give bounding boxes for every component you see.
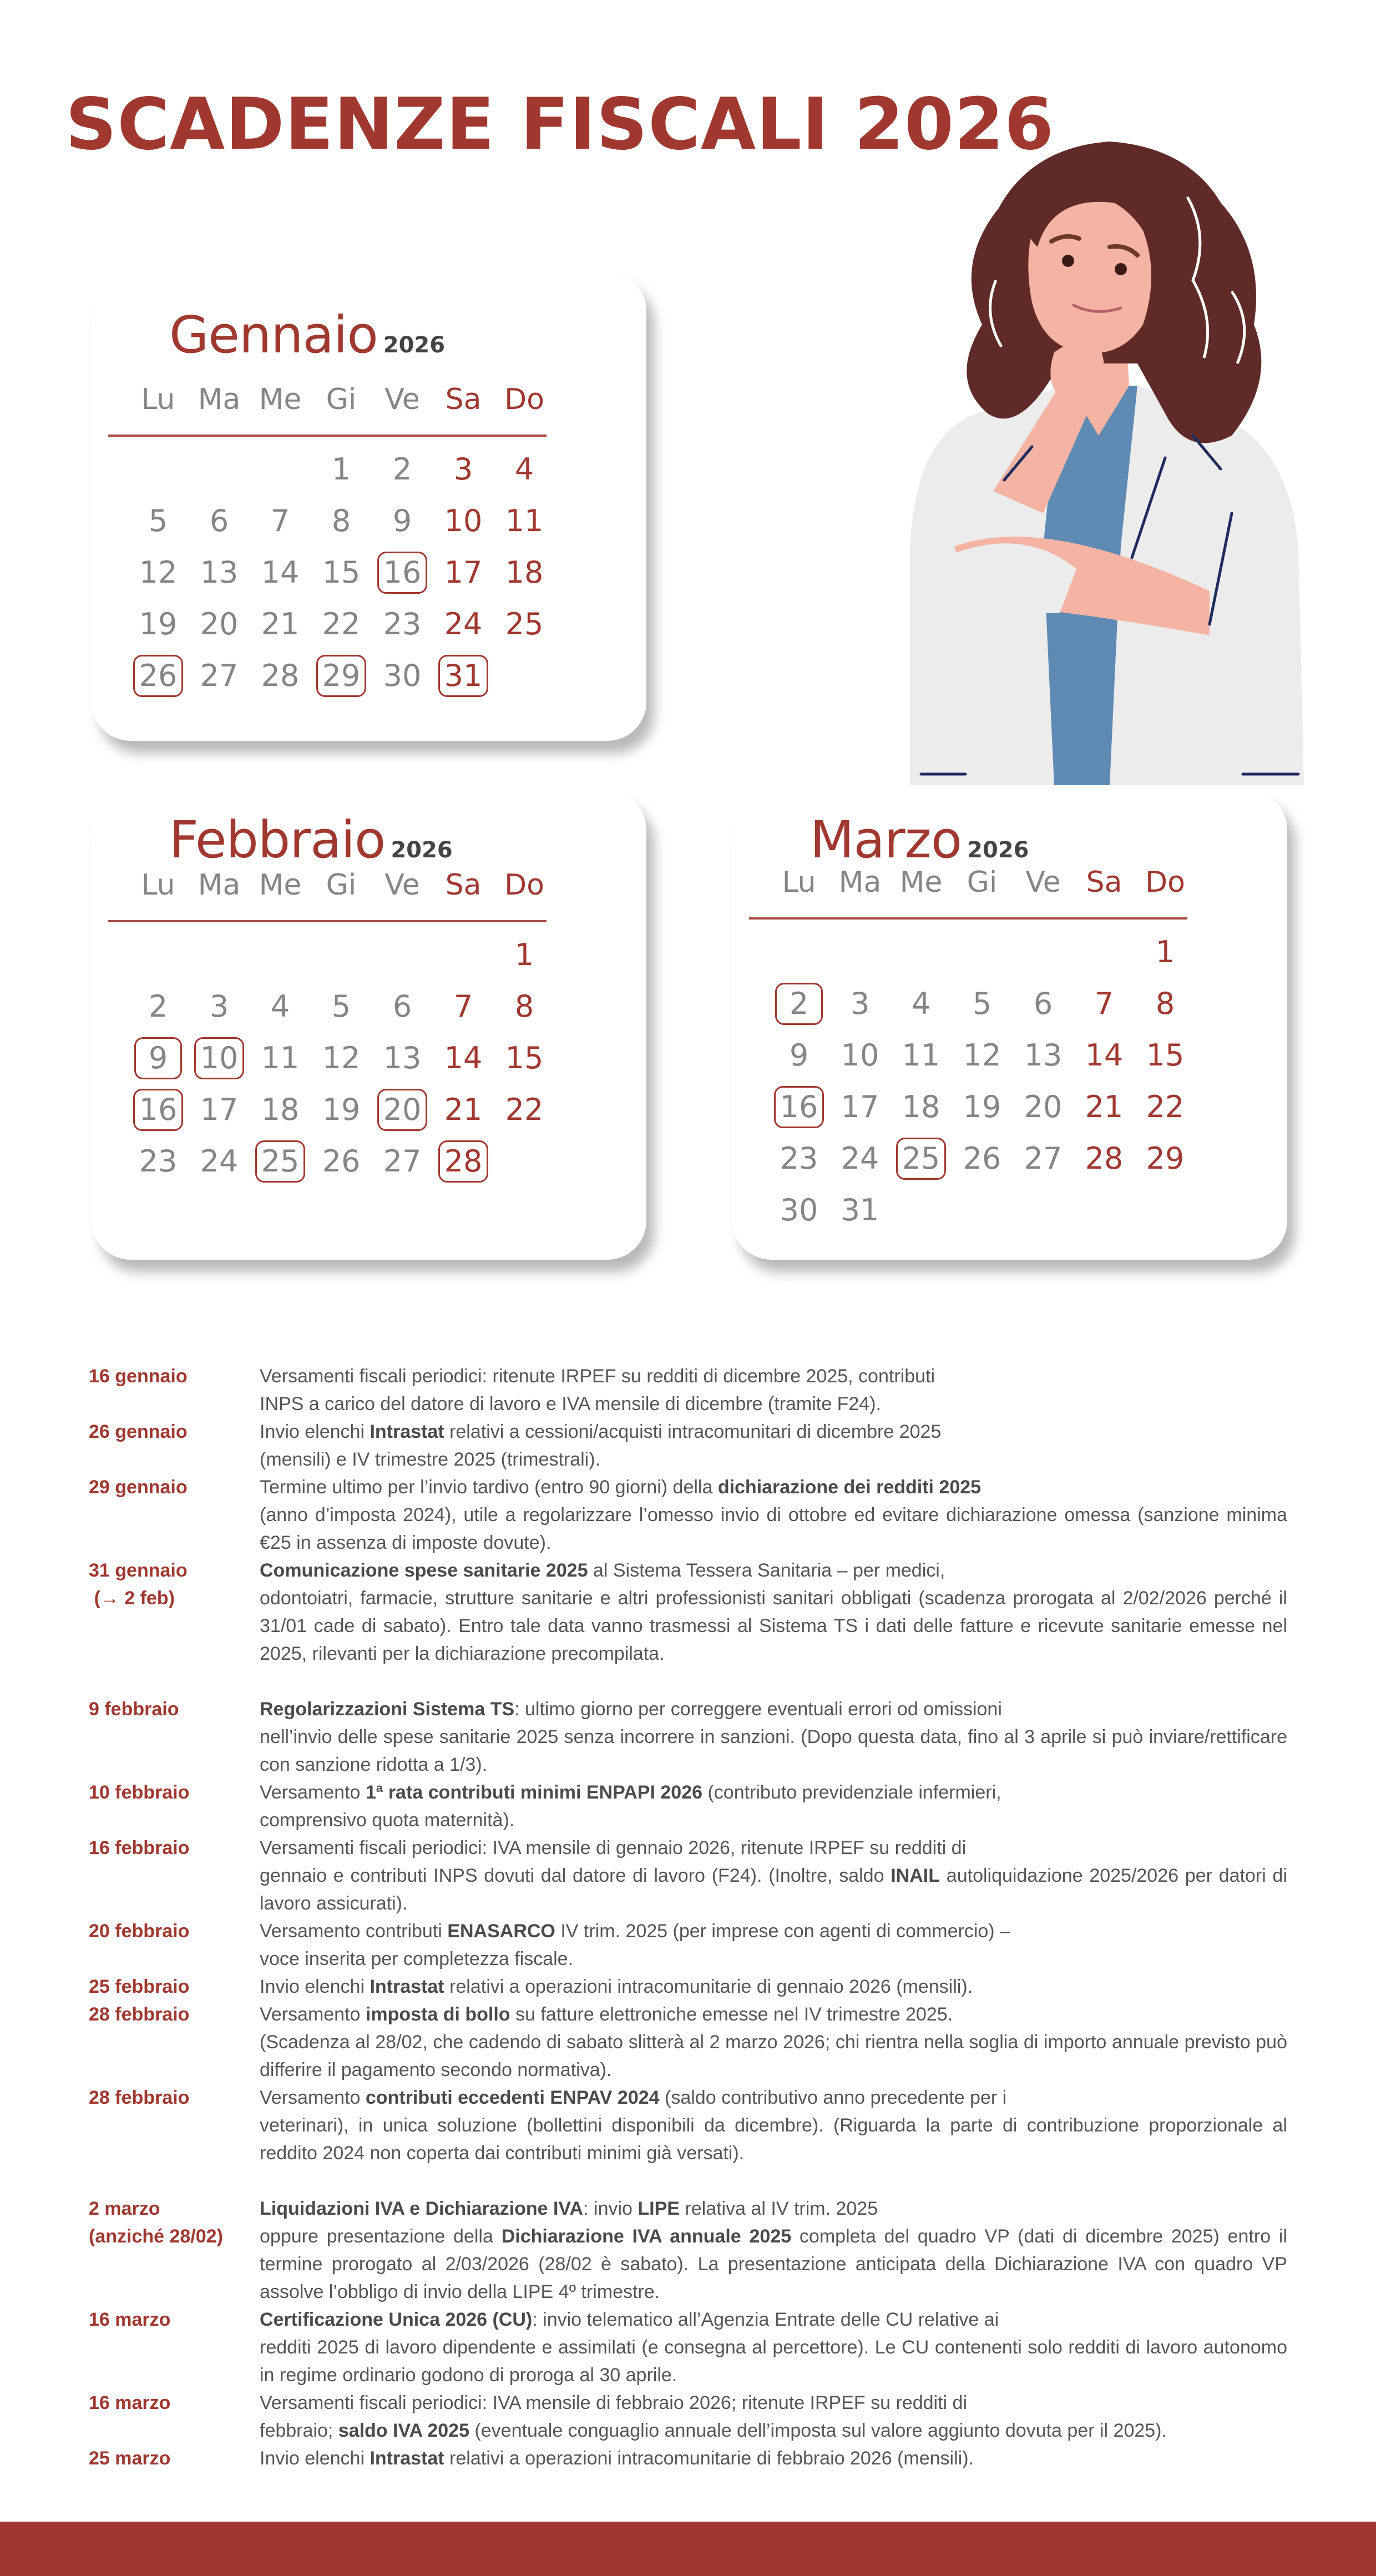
day-cell [768, 1133, 829, 1184]
weekday-row [128, 860, 566, 910]
day-number: 23 [780, 1140, 818, 1176]
deadline-entry [89, 1695, 1287, 1779]
day-number: 7 [453, 988, 473, 1024]
day-cell [768, 1029, 829, 1081]
day-blank [311, 929, 372, 981]
day-cell-deadline [189, 1032, 250, 1084]
weekday-label: Ma [838, 866, 882, 899]
day-blank [952, 926, 1013, 978]
day-cell-deadline [433, 650, 494, 701]
day-number: 8 [1155, 986, 1175, 1021]
day-cell [311, 495, 372, 547]
day-number: 4 [514, 451, 534, 487]
day-number: 29 [316, 655, 367, 697]
day-grid [128, 929, 566, 1187]
day-number: 2 [392, 451, 412, 487]
day-number: 28 [1085, 1140, 1124, 1176]
day-number: 31 [438, 655, 489, 697]
day-cell [952, 1029, 1013, 1081]
day-blank [1074, 926, 1135, 978]
day-cell [372, 650, 433, 701]
day-blank [829, 926, 891, 978]
day-cell-deadline [128, 1032, 189, 1084]
deadline-entry [89, 2001, 1287, 2084]
deadline-date: 9 febbraio [89, 1699, 179, 1720]
weekday-label: Gi [326, 868, 357, 902]
day-cell [1013, 1133, 1074, 1184]
day-cell [311, 1084, 372, 1135]
day-number: 4 [911, 986, 931, 1021]
day-number: 23 [139, 1143, 178, 1179]
day-cell [494, 1084, 555, 1135]
deadline-date: 26 gennaio [89, 1421, 188, 1442]
deadline-date: 29 gennaio [89, 1477, 188, 1498]
day-number: 27 [383, 1143, 422, 1179]
day-cell [189, 981, 250, 1032]
weekday-label: Sa [1086, 866, 1122, 899]
weekday-label: Gi [326, 383, 357, 416]
day-cell [128, 1135, 189, 1187]
deadline-date: 20 febbraio [89, 1921, 190, 1942]
divider [749, 917, 1187, 920]
day-number: 2 [775, 983, 823, 1025]
day-cell [1074, 978, 1135, 1029]
day-number: 18 [902, 1089, 940, 1124]
day-cell [128, 981, 189, 1032]
day-cell [433, 598, 494, 650]
day-cell [311, 443, 372, 495]
deadline-description: Regolarizzazioni Sistema TS: ultimo giorno per correggere eventuali errori od omissioni nell’invio delle spese sanitarie 2025 senza incorrere in sanzioni. (Dopo questa data, fino al 3 aprile si può inviare/rettificare con sanzione ridotta a 1/3). [260, 1699, 1287, 1775]
day-cell [829, 1029, 891, 1081]
day-blank [891, 926, 952, 978]
weekday-row [768, 857, 1207, 907]
day-cell [311, 981, 372, 1032]
deadline-description: Versamento contributi eccedenti ENPAV 2024 (saldo contributivo anno precedente per i veterinari), in unica soluzione (bollettini disponibili da dicembre). (Riguarda la parte di contribuzione proporzionale al reddito 2024 non coperta dai contributi minimi già versati). [260, 2087, 1287, 2164]
day-number: 16 [133, 1089, 184, 1131]
day-cell [891, 1081, 952, 1133]
month-name: Gennaio [169, 305, 378, 365]
weekday-label: Do [1145, 866, 1185, 899]
day-blank [128, 443, 189, 495]
day-number: 28 [438, 1140, 489, 1183]
day-cell [128, 598, 189, 650]
day-number: 24 [444, 606, 483, 642]
deadline-date: 25 marzo [89, 2448, 171, 2469]
deadline-entry [89, 2084, 1287, 2167]
day-number: 19 [963, 1089, 1001, 1124]
deadline-description: Versamento contributi ENASARCO IV trim. 2025 (per imprese con agenti di commercio) – voce inserita per completezza fiscale. [260, 1921, 1010, 1969]
weekday-label: Do [504, 383, 544, 416]
day-cell [372, 981, 433, 1032]
day-cell [311, 547, 372, 598]
day-cell [494, 443, 555, 495]
footer-bar [0, 2522, 1376, 2576]
day-number: 25 [505, 606, 544, 642]
deadline-entry [89, 1779, 1287, 1834]
day-cell [891, 1029, 952, 1081]
day-cell [829, 1184, 891, 1236]
weekday-label: Sa [445, 383, 482, 416]
day-cell [433, 1032, 494, 1084]
day-blank [1013, 926, 1074, 978]
calendar-gennaio [92, 272, 646, 741]
weekday-label: Ve [1025, 866, 1061, 899]
day-cell [494, 598, 555, 650]
day-blank [189, 929, 250, 981]
day-number: 21 [444, 1092, 483, 1127]
day-number: 20 [200, 606, 239, 642]
day-number: 22 [505, 1092, 544, 1127]
deadline-date: 16 marzo [89, 2392, 171, 2413]
day-number: 14 [444, 1040, 483, 1075]
deadline-description: Versamento imposta di bollo su fatture elettroniche emesse nel IV trimestre 2025. (Scadenza al 28/02, che cadendo di sabato slitterà al 2 marzo 2026; chi rientra nella soglia di importo annuale previsto può differire il pagamento secondo normativa). [260, 2004, 1287, 2080]
deadline-date: 16 gennaio [89, 1366, 188, 1387]
day-cell [189, 650, 250, 701]
day-number: 18 [505, 554, 544, 590]
day-cell [1013, 978, 1074, 1029]
day-cell [1074, 1133, 1135, 1184]
day-cell [372, 495, 433, 547]
day-cell [952, 978, 1013, 1029]
day-number: 5 [331, 988, 351, 1024]
calendar-febbraio [92, 791, 646, 1260]
day-cell-deadline [433, 1135, 494, 1187]
deadline-entry [89, 1418, 1287, 1473]
day-number: 21 [1085, 1089, 1124, 1124]
day-cell-deadline [768, 978, 829, 1029]
deadline-date: 10 febbraio [89, 1782, 190, 1803]
day-number: 9 [134, 1037, 182, 1079]
day-number: 10 [194, 1037, 245, 1079]
weekday-label: Ve [385, 383, 420, 416]
day-cell [311, 1135, 372, 1187]
weekday-label: Lu [782, 866, 816, 899]
weekday-label: Ve [385, 868, 420, 902]
day-cell [250, 598, 311, 650]
day-cell [494, 547, 555, 598]
day-number: 9 [789, 1037, 809, 1073]
day-number: 29 [1146, 1140, 1185, 1176]
day-number: 13 [200, 554, 239, 590]
day-number: 11 [505, 503, 544, 538]
day-number: 6 [392, 988, 412, 1024]
day-cell [250, 650, 311, 701]
weekday-label: Do [504, 868, 544, 902]
day-number: 27 [1024, 1140, 1063, 1176]
month-year: 2026 [391, 837, 453, 863]
day-number: 12 [963, 1037, 1001, 1073]
day-cell-deadline [891, 1133, 952, 1184]
day-number: 6 [1033, 986, 1053, 1021]
weekday-label: Gi [967, 866, 998, 899]
calendar-grid [128, 860, 566, 1187]
day-number: 8 [331, 503, 351, 538]
day-number: 1 [1155, 934, 1175, 969]
day-cell [372, 443, 433, 495]
day-number: 19 [139, 606, 178, 642]
day-number: 6 [209, 503, 229, 538]
month-name: Febbraio [169, 810, 386, 870]
day-number: 1 [514, 937, 534, 972]
day-number: 17 [841, 1089, 879, 1124]
day-cell [1135, 1081, 1196, 1133]
deadline-date: 25 febbraio [89, 1976, 190, 1997]
day-cell [250, 981, 311, 1032]
day-blank [768, 926, 829, 978]
day-cell [494, 1032, 555, 1084]
day-number: 18 [261, 1092, 300, 1127]
day-cell-deadline [250, 1135, 311, 1187]
deadline-description: Invio elenchi Intrastat relativi a cessioni/acquisti intracomunitari di dicembre 2025 (mensili) e IV trimestre 2025 (trimestrali). [260, 1421, 942, 1470]
day-cell [1074, 1081, 1135, 1133]
day-blank [372, 929, 433, 981]
deadline-description: Termine ultimo per l’invio tardivo (entro 90 giorni) della dichiarazione dei redditi 2025 (anno d’imposta 2024), utile a regolarizzare l’omesso invio di ottobre ed evitare dichiarazione omessa (sanzione minima €25 in assenza di imposte dovute). [260, 1477, 1287, 1553]
day-cell [128, 547, 189, 598]
deadlines-list [89, 1362, 1287, 2472]
day-number: 2 [148, 988, 168, 1024]
day-number: 1 [331, 451, 351, 487]
day-cell-deadline [128, 650, 189, 701]
day-number: 13 [1024, 1037, 1063, 1073]
day-number: 3 [209, 988, 229, 1024]
weekday-label: Ma [198, 868, 241, 902]
deadline-entry [89, 2306, 1287, 2389]
day-cell [829, 1133, 891, 1184]
day-cell-deadline [311, 650, 372, 701]
deadline-date: 16 febbraio [89, 1837, 190, 1858]
day-cell [372, 1032, 433, 1084]
deadline-description: Versamenti fiscali periodici: IVA mensile di febbraio 2026; ritenute IRPEF su redditi di febbraio; saldo IVA 2025 (eventuale conguaglio annuale dell’imposta sul valore aggiunto dovuta per il 2025). [260, 2392, 1167, 2441]
day-cell [250, 1032, 311, 1084]
weekday-label: Me [899, 866, 943, 899]
day-number: 20 [1024, 1089, 1063, 1124]
deadline-date: 16 marzo [89, 2309, 171, 2330]
day-cell [250, 547, 311, 598]
day-number: 28 [261, 658, 300, 693]
deadline-date: 28 febbraio [89, 2004, 190, 2025]
day-number: 16 [774, 1086, 824, 1128]
month-header [169, 305, 445, 365]
deadline-entry [89, 2195, 1287, 2306]
day-number: 12 [139, 554, 178, 590]
deadline-description: Versamenti fiscali periodici: IVA mensile di gennaio 2026, ritenute IRPEF su redditi di gennaio e contributi INPS dovuti dal datore di lavoro (F24). (Inoltre, saldo INAIL autoliquidazione 2025/2026 per datori di lavoro assicurati). [260, 1837, 1287, 1914]
deadline-description: Versamenti fiscali periodici: ritenute IRPEF su redditi di dicembre 2025, contributi INPS a carico del datore di lavoro e IVA mensile di dicembre (tramite F24). [260, 1366, 935, 1415]
deadline-date: 31 gennaio (→ 2 feb) [89, 1560, 188, 1609]
day-number: 20 [377, 1089, 428, 1131]
deadline-description: Versamento 1ª rata contributi minimi ENPAPI 2026 (contributo previdenziale infermieri, comprensivo quota maternità). [260, 1782, 1001, 1831]
weekday-label: Sa [445, 868, 482, 902]
day-number: 9 [392, 503, 412, 538]
day-number: 26 [322, 1143, 361, 1179]
weekday-label: Lu [141, 383, 175, 416]
weekday-row [128, 375, 566, 425]
day-number: 15 [1146, 1037, 1185, 1073]
day-cell [1135, 978, 1196, 1029]
day-cell [189, 495, 250, 547]
day-number: 3 [453, 451, 473, 487]
page-title: SCADENZE FISCALI 2026 [65, 83, 1055, 166]
day-cell [433, 547, 494, 598]
day-number: 11 [261, 1040, 300, 1075]
deadline-description: Invio elenchi Intrastat relativi a operazioni intracomunitarie di gennaio 2026 (mensili). [260, 1976, 973, 1997]
day-cell [1135, 1133, 1196, 1184]
day-number: 16 [377, 552, 428, 594]
day-cell [891, 978, 952, 1029]
day-number: 30 [383, 658, 422, 693]
day-cell [189, 1135, 250, 1187]
day-cell [829, 978, 891, 1029]
day-blank [250, 929, 311, 981]
day-cell [433, 1084, 494, 1135]
day-cell [189, 598, 250, 650]
deadline-entry [89, 2444, 1287, 2472]
day-number: 25 [255, 1140, 306, 1183]
day-number: 15 [322, 554, 361, 590]
day-number: 4 [270, 988, 290, 1024]
deadline-entry [89, 2389, 1287, 2444]
deadline-date: 2 marzo (anziché 28/02) [89, 2198, 223, 2247]
day-number: 27 [200, 658, 239, 693]
day-number: 7 [1094, 986, 1114, 1021]
day-number: 26 [133, 655, 184, 697]
day-number: 17 [200, 1092, 239, 1127]
day-number: 19 [322, 1092, 361, 1127]
deadline-description: Comunicazione spese sanitarie 2025 al Sistema Tessera Sanitaria – per medici, odontoiatri, farmacie, strutture sanitarie e altri professionisti sanitari obbligati (scadenza prorogata al 2/02/2026 perché il 31/01 cade di sabato). Entro tale data vanno trasmessi al Sistema TS i dati delle fatture e ricevute sanitarie emesse nel 2025, rilevanti per la dichiarazione precompilata. [260, 1560, 1287, 1664]
day-cell [768, 1184, 829, 1236]
day-number: 24 [200, 1143, 239, 1179]
day-cell [494, 495, 555, 547]
day-number: 14 [261, 554, 300, 590]
deadline-entry [89, 1973, 1287, 2001]
day-number: 14 [1085, 1037, 1124, 1073]
day-cell [433, 981, 494, 1032]
weekday-label: Me [259, 383, 302, 416]
deadline-entry [89, 1557, 1287, 1668]
day-blank [189, 443, 250, 495]
day-blank [128, 929, 189, 981]
day-number: 25 [896, 1138, 947, 1180]
day-number: 5 [972, 986, 992, 1021]
deadline-description: Certificazione Unica 2026 (CU): invio telematico all’Agenzia Entrate delle CU relative ai redditi 2025 di lavoro dipendente e assimilati (e consegna al percettore). Le CU contenenti solo redditi di lavoro autonomo in regime ordinario godono di proroga al 30 aprile. [260, 2309, 1287, 2386]
day-number: 24 [841, 1140, 879, 1176]
day-cell [1135, 1029, 1196, 1081]
day-number: 22 [322, 606, 361, 642]
deadline-entry [89, 1834, 1287, 1917]
day-number: 26 [963, 1140, 1001, 1176]
deadline-description: Invio elenchi Intrastat relativi a operazioni intracomunitarie di febbraio 2026 (mensili). [260, 2448, 974, 2469]
day-cell [372, 598, 433, 650]
month-name: Marzo [810, 810, 962, 870]
day-cell [189, 1084, 250, 1135]
day-cell [250, 495, 311, 547]
day-grid [768, 926, 1207, 1236]
weekday-label: Me [259, 868, 302, 902]
day-cell [952, 1081, 1013, 1133]
day-number: 30 [780, 1192, 818, 1228]
calendar-grid [768, 857, 1207, 1236]
day-number: 5 [148, 503, 168, 538]
deadline-date: 28 febbraio [89, 2087, 190, 2108]
day-cell [372, 1135, 433, 1187]
day-cell [433, 443, 494, 495]
day-cell [952, 1133, 1013, 1184]
day-number: 3 [850, 986, 870, 1021]
day-number: 12 [322, 1040, 361, 1075]
day-cell-deadline [768, 1081, 829, 1133]
day-cell [1074, 1029, 1135, 1081]
day-grid [128, 443, 566, 701]
day-cell [494, 929, 555, 981]
day-cell-deadline [372, 1084, 433, 1135]
day-cell [1013, 1029, 1074, 1081]
calendar-marzo [732, 791, 1287, 1260]
day-number: 15 [505, 1040, 544, 1075]
day-number: 22 [1146, 1089, 1185, 1124]
day-cell [1013, 1081, 1074, 1133]
day-cell [189, 547, 250, 598]
deadline-entry [89, 1362, 1287, 1418]
day-number: 11 [902, 1037, 940, 1073]
day-cell [311, 598, 372, 650]
day-cell-deadline [372, 547, 433, 598]
deadline-entry [89, 1473, 1287, 1557]
day-number: 31 [841, 1192, 879, 1228]
divider [108, 920, 547, 922]
doctor-thinking-illustration [877, 125, 1332, 791]
day-cell-deadline [128, 1084, 189, 1135]
deadline-entry [89, 1917, 1287, 1973]
day-cell [1135, 926, 1196, 978]
day-number: 10 [841, 1037, 879, 1073]
day-blank [433, 929, 494, 981]
deadline-description: Liquidazioni IVA e Dichiarazione IVA: invio LIPE relativa al IV trim. 2025 oppure presentazione della Dichiarazione IVA annuale 2025 completa del quadro VP (dati di dicembre 2025) entro il termine prorogato al 2/03/2026 (28/02 è sabato). La presentazione anticipata della Dichiarazione IVA con quadro VP assolve l’obbligo di invio della LIPE 4º trimestre. [260, 2198, 1288, 2302]
weekday-label: Lu [141, 868, 175, 902]
day-cell [311, 1032, 372, 1084]
day-number: 10 [444, 503, 483, 538]
day-cell [829, 1081, 891, 1133]
day-number: 13 [383, 1040, 422, 1075]
day-number: 17 [444, 554, 483, 590]
day-cell [494, 981, 555, 1032]
day-number: 8 [514, 988, 534, 1024]
weekday-label: Ma [198, 383, 241, 416]
day-cell [128, 495, 189, 547]
calendar-grid [128, 375, 566, 701]
day-number: 23 [383, 606, 422, 642]
day-cell [433, 495, 494, 547]
day-cell [250, 1084, 311, 1135]
day-number: 7 [270, 503, 290, 538]
day-blank [250, 443, 311, 495]
month-year: 2026 [383, 332, 446, 358]
divider [108, 435, 547, 437]
day-number: 21 [261, 606, 300, 642]
month-year: 2026 [967, 837, 1029, 863]
